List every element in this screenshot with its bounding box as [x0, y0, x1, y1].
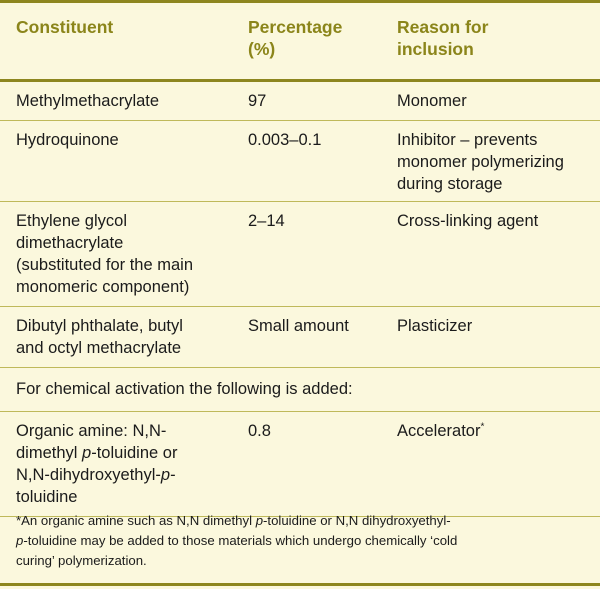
constituents-table — [0, 3, 600, 517]
percentage-cell — [232, 307, 381, 368]
constituent-text-line2: and octyl methacrylate — [16, 339, 182, 357]
footnote-line1-middle: -toluidine or N,N dihydroxyethyl- — [263, 513, 451, 528]
percentage-cell — [232, 202, 381, 307]
header-constituent-label: Constituent — [16, 17, 114, 37]
percentage-cell — [232, 81, 381, 121]
header-reason — [381, 3, 600, 81]
footnote-line2-rest: -toluidine may be added to those materials which undergo chemically ‘cold — [23, 533, 458, 548]
footnote-marker: * — [480, 421, 485, 433]
reason-text: Accelerator — [397, 422, 481, 440]
header-percentage-line1: Percentage — [248, 17, 343, 37]
reason-text-line2: monomer polymerizing — [397, 153, 564, 171]
constituent-text-line3-prefix: N,N-dihydroxyethyl- — [16, 466, 161, 484]
activation-note-row — [0, 368, 600, 412]
percentage-cell — [232, 121, 381, 202]
constituent-text-line2-italic: p — [82, 444, 92, 462]
table-row — [0, 81, 600, 121]
percentage-text: 97 — [248, 92, 267, 110]
footnote-line3: curing’ polymerization. — [16, 553, 147, 568]
footnote-line1-prefix: *An organic amine such as N,N dimethyl — [16, 513, 256, 528]
constituent-text-line2-suffix: -toluidine or — [91, 444, 178, 462]
constituent-cell — [0, 202, 232, 307]
percentage-text: Small amount — [248, 317, 349, 335]
constituent-text-line1: Organic amine: N,N- — [16, 422, 167, 440]
constituent-cell — [0, 121, 232, 202]
reason-cell — [381, 121, 600, 202]
percentage-text: 0.003–0.1 — [248, 131, 322, 149]
table-body — [0, 81, 600, 517]
reason-cell — [381, 81, 600, 121]
constituent-text-line1: Ethylene glycol — [16, 212, 127, 230]
header-constituent — [0, 3, 232, 81]
reason-text-line1: Inhibitor – prevents — [397, 131, 538, 149]
header-percentage — [232, 3, 381, 81]
table-header — [0, 3, 600, 81]
reason-cell — [381, 307, 600, 368]
constituent-text: Methylmethacrylate — [16, 92, 160, 110]
footnote — [0, 499, 600, 586]
header-percentage-line2: (%) — [248, 39, 276, 59]
constituent-text-line3-suffix: - — [170, 466, 176, 484]
constituent-text-line4: monomeric component) — [16, 278, 190, 296]
table-row — [0, 121, 600, 202]
percentage-text: 2–14 — [248, 212, 285, 230]
constituent-text-line2-prefix: dimethyl — [16, 444, 83, 462]
reason-text: Cross-linking agent — [397, 212, 539, 230]
table-row — [0, 307, 600, 368]
header-row — [0, 3, 600, 81]
constituent-cell — [0, 81, 232, 121]
activation-note-text: For chemical activation the following is added: — [16, 380, 353, 398]
table-row — [0, 202, 600, 307]
activation-note-cell — [0, 368, 600, 412]
constituent-text-line4: toluidine — [16, 488, 78, 506]
footnote-line2-italic: p — [16, 533, 24, 548]
footnote-line1-italic: p — [255, 513, 264, 528]
percentage-text: 0.8 — [248, 422, 271, 440]
constituent-text-line3: (substituted for the main — [16, 256, 194, 274]
reason-text: Monomer — [397, 92, 467, 110]
header-reason-line2: inclusion — [397, 39, 474, 59]
header-reason-line1: Reason for — [397, 17, 489, 37]
constituent-text: Hydroquinone — [16, 131, 119, 149]
reason-cell — [381, 202, 600, 307]
constituent-text-line2: dimethacrylate — [16, 234, 124, 252]
constituent-text-line3-italic: p — [160, 466, 171, 484]
constituent-cell — [0, 307, 232, 368]
constituent-text-line1: Dibutyl phthalate, butyl — [16, 317, 183, 335]
reason-text: Plasticizer — [397, 317, 473, 335]
reason-text-line3: during storage — [397, 175, 503, 193]
